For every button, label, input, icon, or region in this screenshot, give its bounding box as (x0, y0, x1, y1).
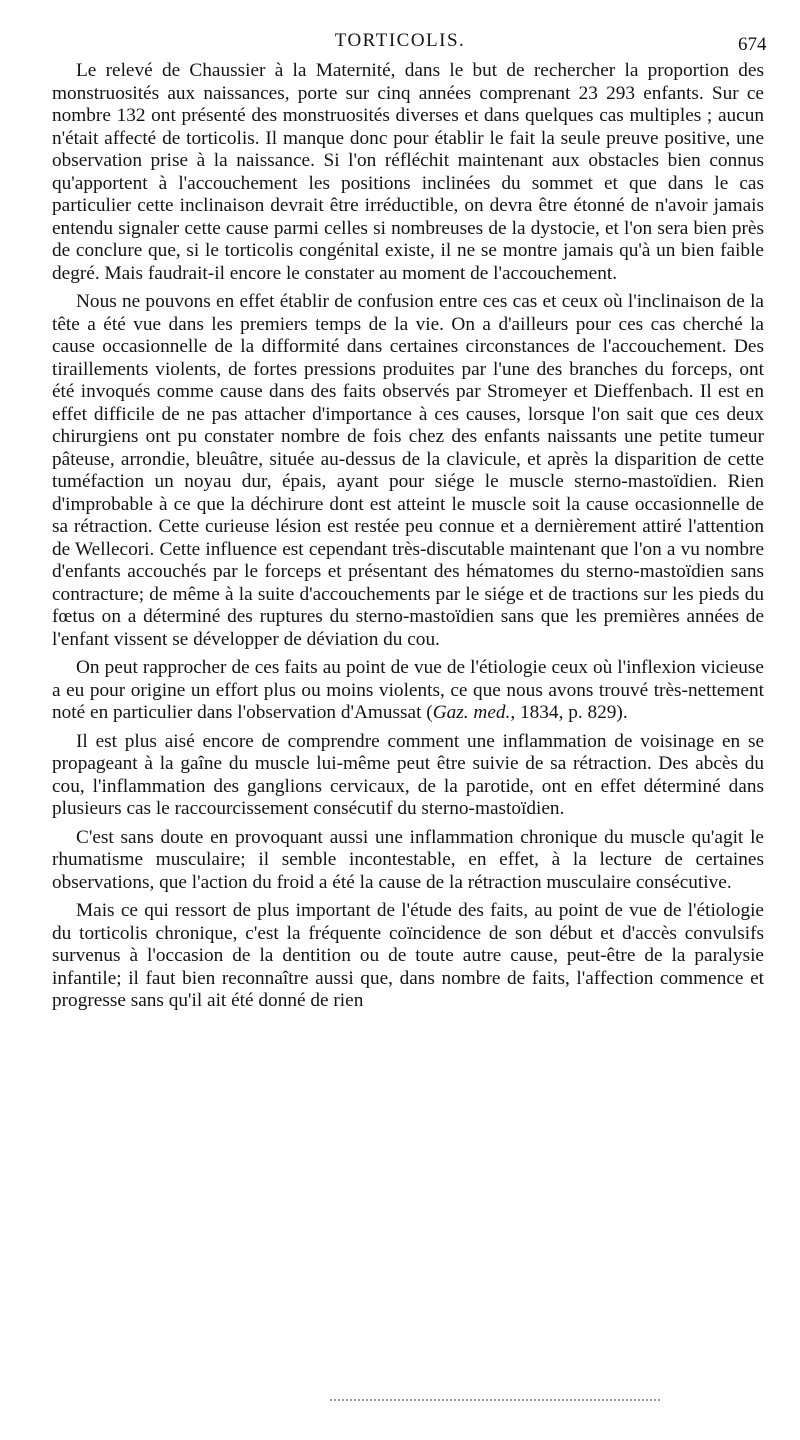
paragraph-6: Mais ce qui ressort de plus important de l'étude des faits, au point de vue de l'étiologie du torticolis chronique, c'est la fréquente coïncidence de son début et d'accès convulsifs survenus à l'occasion de la dentition ou de toute autre cause, peut-être de la paralysie infantile; il faut bien reconnaître aussi que, dans nombre de faits, l'affection commence et progresse sans qu'il ait été donné de rien (52, 900, 764, 1011)
citation-journal: Gaz. med. (432, 702, 511, 723)
paragraph-1: Le relevé de Chaussier à la Maternité, dans le but de rechercher la proportion des monstruosités aux naissances, porte sur cinq années comprenant 23 293 enfants. Sur ce nombre 132 ont présenté des monstruosités diverses et dans quelques cas multiples ; aucun n'était affecté de torticolis. Il manque donc pour établir le fait la seule preuve positive, une observation prise à la naissance. Si l'on réfléchit maintenant aux obstacles bien connus qu'apportent à l'accouchement les positions inclinées du sommet et que dans le cas particulier cette inclinaison devrait être irréductible, on devra être étonné de n'avoir jamais entendu signaler cette cause parmi celles si nombreuses de la dystocie, et l'on sera bien près de conclure que, si le torticolis congénital existe, il ne se montre jamais qu'à un bien faible degré. Mais faudrait-il encore le constater au moment de l'accouchement. (52, 60, 764, 284)
footer-rule (330, 1399, 660, 1401)
paragraph-2: Nous ne pouvons en effet établir de confusion entre ces cas et ceux où l'inclinaison de la tête a été vue dans les premiers temps de la vie. On a d'ailleurs pour ces cas cherché la cause occasionnelle de la difformité dans certaines circonstances de l'accouchement. Des tiraillements violents, de fortes pressions produites par l'une des branches du forceps, ont été invoqués comme cause dans des faits observés par Stromeyer et Dieffenbach. Il est en effet difficile de ne pas attacher d'importance à ces causes, lorsque l'on sait que ces deux chirurgiens ont pu constater nombre de fois chez des enfants naissants une petite tumeur pâteuse, arrondie, bleuâtre, située au-dessus de la clavicule, et après la disparition de cette tuméfaction un noyau dur, épais, ayant pour siége le muscle sterno-mastoïdien. Rien d'improbable à ce que la déchirure dont est atteint le muscle soit la cause occasionnelle de sa rétraction. Cette curieuse lésion est restée peu connue et a dernièrement attiré l'attention de Wellecori. Cette influence est cependant très-discutable maintenant que l'on a vu nombre d'enfants accouchés par le forceps et présentant des hématomes du sterno-mastoïdien sans contracture; de même à la suite d'accouchements par le siége et de tractions sur les pieds du fœtus on a déterminé des ruptures du sterno-mastoïdien sans que les premières années de l'enfant vissent se développer de déviation du cou. (52, 291, 764, 650)
paragraph-3-text: On peut rapprocher de ces faits au point de vue de l'étiologie ceux où l'inflexion vicieuse a eu pour origine un effort plus ou moins violents, ce que nous avons trouvé très-nettement noté en particulier dans l'observation d'Amussat ( (52, 657, 764, 723)
page-number: 674 (738, 34, 767, 55)
paragraph-4: Il est plus aisé encore de comprendre comment une inflammation de voisinage en se propageant à la gaîne du muscle lui-même peut être suivie de sa rétraction. Des abcès du cou, l'inflammation des ganglions cervicaux, de la parotide, ont en effet déterminé dans plusieurs cas le raccourcissement consécutif du sterno-mastoïdien. (52, 730, 764, 819)
paragraph-3 (52, 657, 764, 725)
body-text (52, 60, 764, 1019)
paragraph-5: C'est sans doute en provoquant aussi une inflammation chronique du muscle qu'agit le rhumatisme musculaire; il semble incontestable, en effet, à la lecture de certaines observations, que l'action du froid a été la cause de la rétraction musculaire consécutive. (52, 826, 764, 893)
running-head: TORTICOLIS. (334, 30, 466, 51)
citation-details: , 1834, p. 829). (510, 702, 628, 723)
